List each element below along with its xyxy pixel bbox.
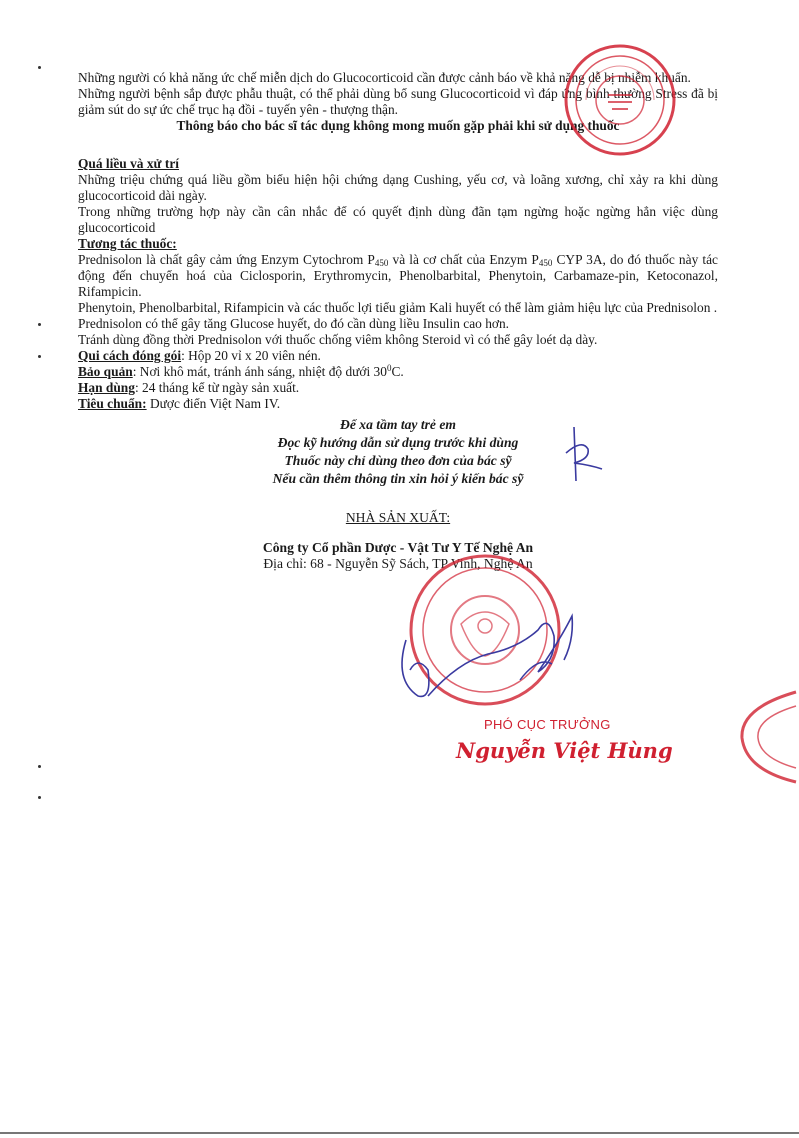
storage-label: Bảo quản	[78, 364, 133, 379]
packing-value: : Hộp 20 vỉ x 20 viên nén.	[181, 348, 321, 363]
edge-red-stamp	[736, 688, 799, 784]
warning-line: Đọc kỹ hướng dẫn sử dụng trước khi dùng	[277, 435, 519, 450]
interactions-paragraph-1: Prednisolon là chất gây cảm ứng Enzym Cytochrom $P_{450}$ và là cơ chất của Enzym $P_{450}$ CYP 3A, do đó thuốc này tác động đến chuyển hoá của Ciclosporin, Erythromycin, Phenolbarbital, Phenytoin, Carbamaze-pin, Ketoconazol, Rifampicin.	[78, 252, 719, 299]
expiry-line	[78, 380, 718, 396]
warnings-block	[78, 416, 718, 488]
manufacturer-company: Công ty Cổ phần Dược - Vật Tư Y Tế Nghệ An	[262, 540, 534, 555]
scan-dot	[38, 355, 41, 358]
warning-line: Để xa tầm tay trẻ em	[340, 417, 456, 432]
scan-dot	[38, 66, 41, 69]
interactions-heading: Tương tác thuốc:	[78, 236, 177, 251]
overdose-paragraph-2: Trong những trường hợp này cần cân nhắc để có quyết định dùng đãn tạm ngừng hoặc ngừng hẳn việc dùng glucocorticoid	[78, 204, 718, 235]
interactions-paragraph-3: Prednisolon có thể gây tăng Glucose huyết, do đó cần dùng liều Insulin cao hơn.	[78, 316, 510, 331]
scan-dot	[38, 796, 41, 799]
manufacturer-address: Địa chỉ: 68 - Nguyễn Sỹ Sách, TP Vinh, Nghệ An	[263, 556, 533, 571]
interactions-paragraph-2: Phenytoin, Phenolbarbital, Rifampicin và các thuốc lợi tiểu giảm Kali huyết có thể làm giảm hiệu lực của Prednisolon .	[78, 300, 718, 315]
expiry-label: Hạn dùng	[78, 380, 135, 395]
packing-label: Qui cách đóng gói	[78, 348, 182, 363]
warning-line: Nếu cần thêm thông tin xin hỏi ý kiến bác sỹ	[272, 471, 524, 486]
handwritten-initials	[560, 425, 610, 485]
approval-signature-name: Nguyễn Việt Hùng	[456, 738, 673, 763]
adverse-effects-notice: Thông báo cho bác sĩ tác dụng không mong muốn gặp phải khi sử dụng thuốc	[176, 118, 620, 133]
interactions-paragraph-4: Tránh dùng đồng thời Prednisolon với thuốc chống viêm không Steroid vì có thể gây loét dạ dày.	[78, 332, 598, 347]
top-red-stamp	[560, 40, 680, 160]
standard-line	[78, 396, 718, 412]
overdose-heading: Quá liều và xử trí	[78, 156, 180, 171]
surgery-warning-paragraph: Những người bệnh sắp được phẫu thuật, có thể phải dùng bổ sung Glucocorticoid vì đáp ứng bình thường Stress đã bị giảm sút do sự ức chế trục hạ đồi - tuyến yên - thượng thận.	[78, 86, 718, 117]
page-bottom-edge	[0, 1132, 799, 1134]
official-signature	[388, 600, 588, 710]
scan-dot	[38, 323, 41, 326]
expiry-value: : 24 tháng kể từ ngày sản xuất.	[134, 380, 300, 395]
overdose-paragraph-1: Những triệu chứng quá liều gồm biểu hiện hội chứng dạng Cushing, yếu cơ, và loãng xương, chỉ xảy ra khi dùng glucocorticoid dài ngày.	[78, 172, 718, 203]
standard-value: Dược điển Việt Nam IV.	[146, 396, 281, 411]
storage-line: Bảo quản: Nơi khô mát, tránh ánh sáng, nhiệt độ dưới $30^0C$.	[78, 363, 404, 379]
approval-title: PHÓ CỤC TRƯỞNG	[484, 717, 611, 732]
scan-dot	[38, 765, 41, 768]
warning-line: Thuốc này chỉ dùng theo đơn của bác sỹ	[284, 453, 512, 468]
standard-label: Tiêu chuẩn:	[78, 396, 147, 411]
manufacturer-title: NHÀ SẢN XUẤT:	[345, 510, 451, 525]
immuno-warning-paragraph: Những người có khả năng ức chế miễn dịch do Glucocorticoid cần được cảnh báo về khả năng dễ bị nhiễm khuẩn.	[78, 70, 691, 85]
packing-line	[78, 348, 718, 364]
